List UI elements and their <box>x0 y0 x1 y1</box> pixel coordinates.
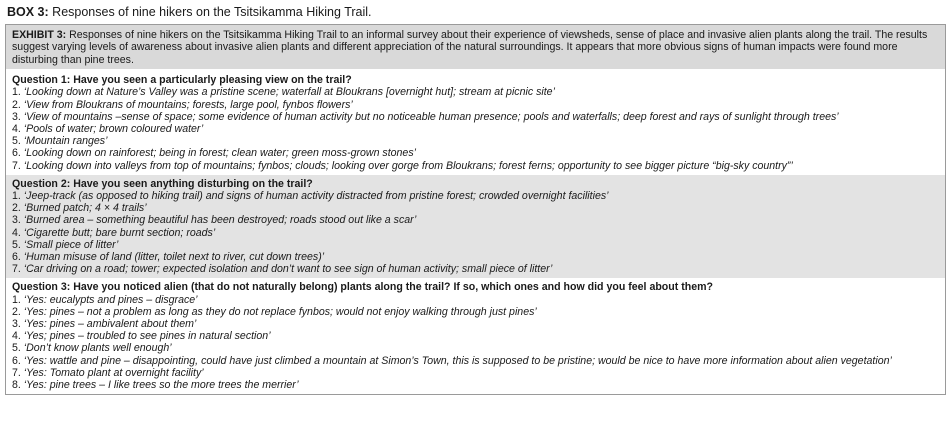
list-item: 6. ‘Human misuse of land (litter, toilet next to river, cut down trees)’ <box>12 251 325 264</box>
list-item: 7. ‘Yes: Tomato plant at overnight facility’ <box>12 366 204 379</box>
question-3-title: Question 3: Have you noticed alien (that do not naturally belong) plants along the trail? If so, which ones and how did you feel about them? <box>12 281 713 294</box>
list-item: 6. ‘Yes: wattle and pine – disappointing, could have just climbed a mountain at Simon’s Town, this is supposed to be pristine; would be nice to have more information about alien vegetation’ <box>12 354 892 367</box>
list-item: 7. ‘Looking down into valleys from top of mountains; fynbos; clouds; looking over gorge from Bloukrans; forest ferns; opportunity to see bigger picture “big-sky country”’ <box>12 159 793 172</box>
question-2-section <box>6 175 945 279</box>
list-item: 4. ‘Pools of water; brown coloured water’ <box>12 123 204 136</box>
list-item: 1. ‘Jeep-track (as opposed to hiking trail) and signs of human activity distracted from pristine forest; crowded overnight facilities’ <box>12 190 609 203</box>
question-1-title: Question 1: Have you seen a particularly pleasing view on the trail? <box>12 74 352 87</box>
list-item: 1. ‘Yes: eucalypts and pines – disgrace’ <box>12 293 198 306</box>
exhibit-box <box>5 24 946 395</box>
list-item: 2. ‘View from Bloukrans of mountains; forests, large pool, fynbos flowers’ <box>12 98 353 111</box>
list-item: 3. ‘View of mountains –sense of space; some evidence of human activity but no noticeable human presence; pools and waterfalls; deep forest and rays of sunlight through trees’ <box>12 110 839 123</box>
list-item: 3. ‘Burned area – something beautiful has been destroyed; roads stood out like a scar’ <box>12 214 417 227</box>
box-label: BOX 3: <box>7 5 49 19</box>
exhibit-label: EXHIBIT 3: <box>12 29 67 41</box>
list-item: 5. ‘Small piece of litter’ <box>12 238 119 251</box>
list-item: 5. ‘Mountain ranges’ <box>12 135 108 148</box>
list-item: 2. ‘Burned patch; 4 × 4 trails’ <box>12 202 147 215</box>
question-3-section <box>6 278 945 394</box>
list-item: 3. ‘Yes: pines – ambivalent about them’ <box>12 318 197 331</box>
list-item: 2. ‘Yes: pines – not a problem as long as they do not replace fynbos; would not enjoy walking through just pines’ <box>12 305 537 318</box>
list-item: 8. ‘Yes: pine trees – I like trees so the more trees the merrier’ <box>12 379 299 392</box>
list-item: 5. ‘Don’t know plants well enough’ <box>12 342 172 355</box>
exhibit-intro <box>6 25 945 69</box>
list-item: 1. ‘Looking down at Nature’s Valley was a pristine scene; waterfall at Bloukrans [overnight hut]; stream at picnic site’ <box>12 86 555 99</box>
list-item: 7. ‘Car driving on a road; tower; expected isolation and don’t want to see sign of human activity; small piece of litter’ <box>12 263 553 276</box>
list-item: 4. ‘Yes; pines – troubled to see pines in natural section’ <box>12 330 271 343</box>
question-2-title: Question 2: Have you seen anything disturbing on the trail? <box>12 177 313 190</box>
list-item: 6. ‘Looking down on rainforest; being in forest; clean water; green moss-grown stones’ <box>12 147 416 160</box>
list-item: 4. ‘Cigarette butt; bare burnt section; roads’ <box>12 226 216 239</box>
question-1-section <box>6 71 945 175</box>
box-title <box>7 4 946 20</box>
box-title-text: Responses of nine hikers on the Tsitsikamma Hiking Trail. <box>52 5 372 19</box>
exhibit-text: Responses of nine hikers on the Tsitsikamma Hiking Trail to an informal survey about their experience of viewsheds, sense of place and invasive alien plants along the trail. The results suggest varying levels of awareness about invasive alien plants and different appreciation of the natural surroundings. It appears that more obvious signs of human impacts were found more disturbing than pine trees. <box>12 29 928 66</box>
